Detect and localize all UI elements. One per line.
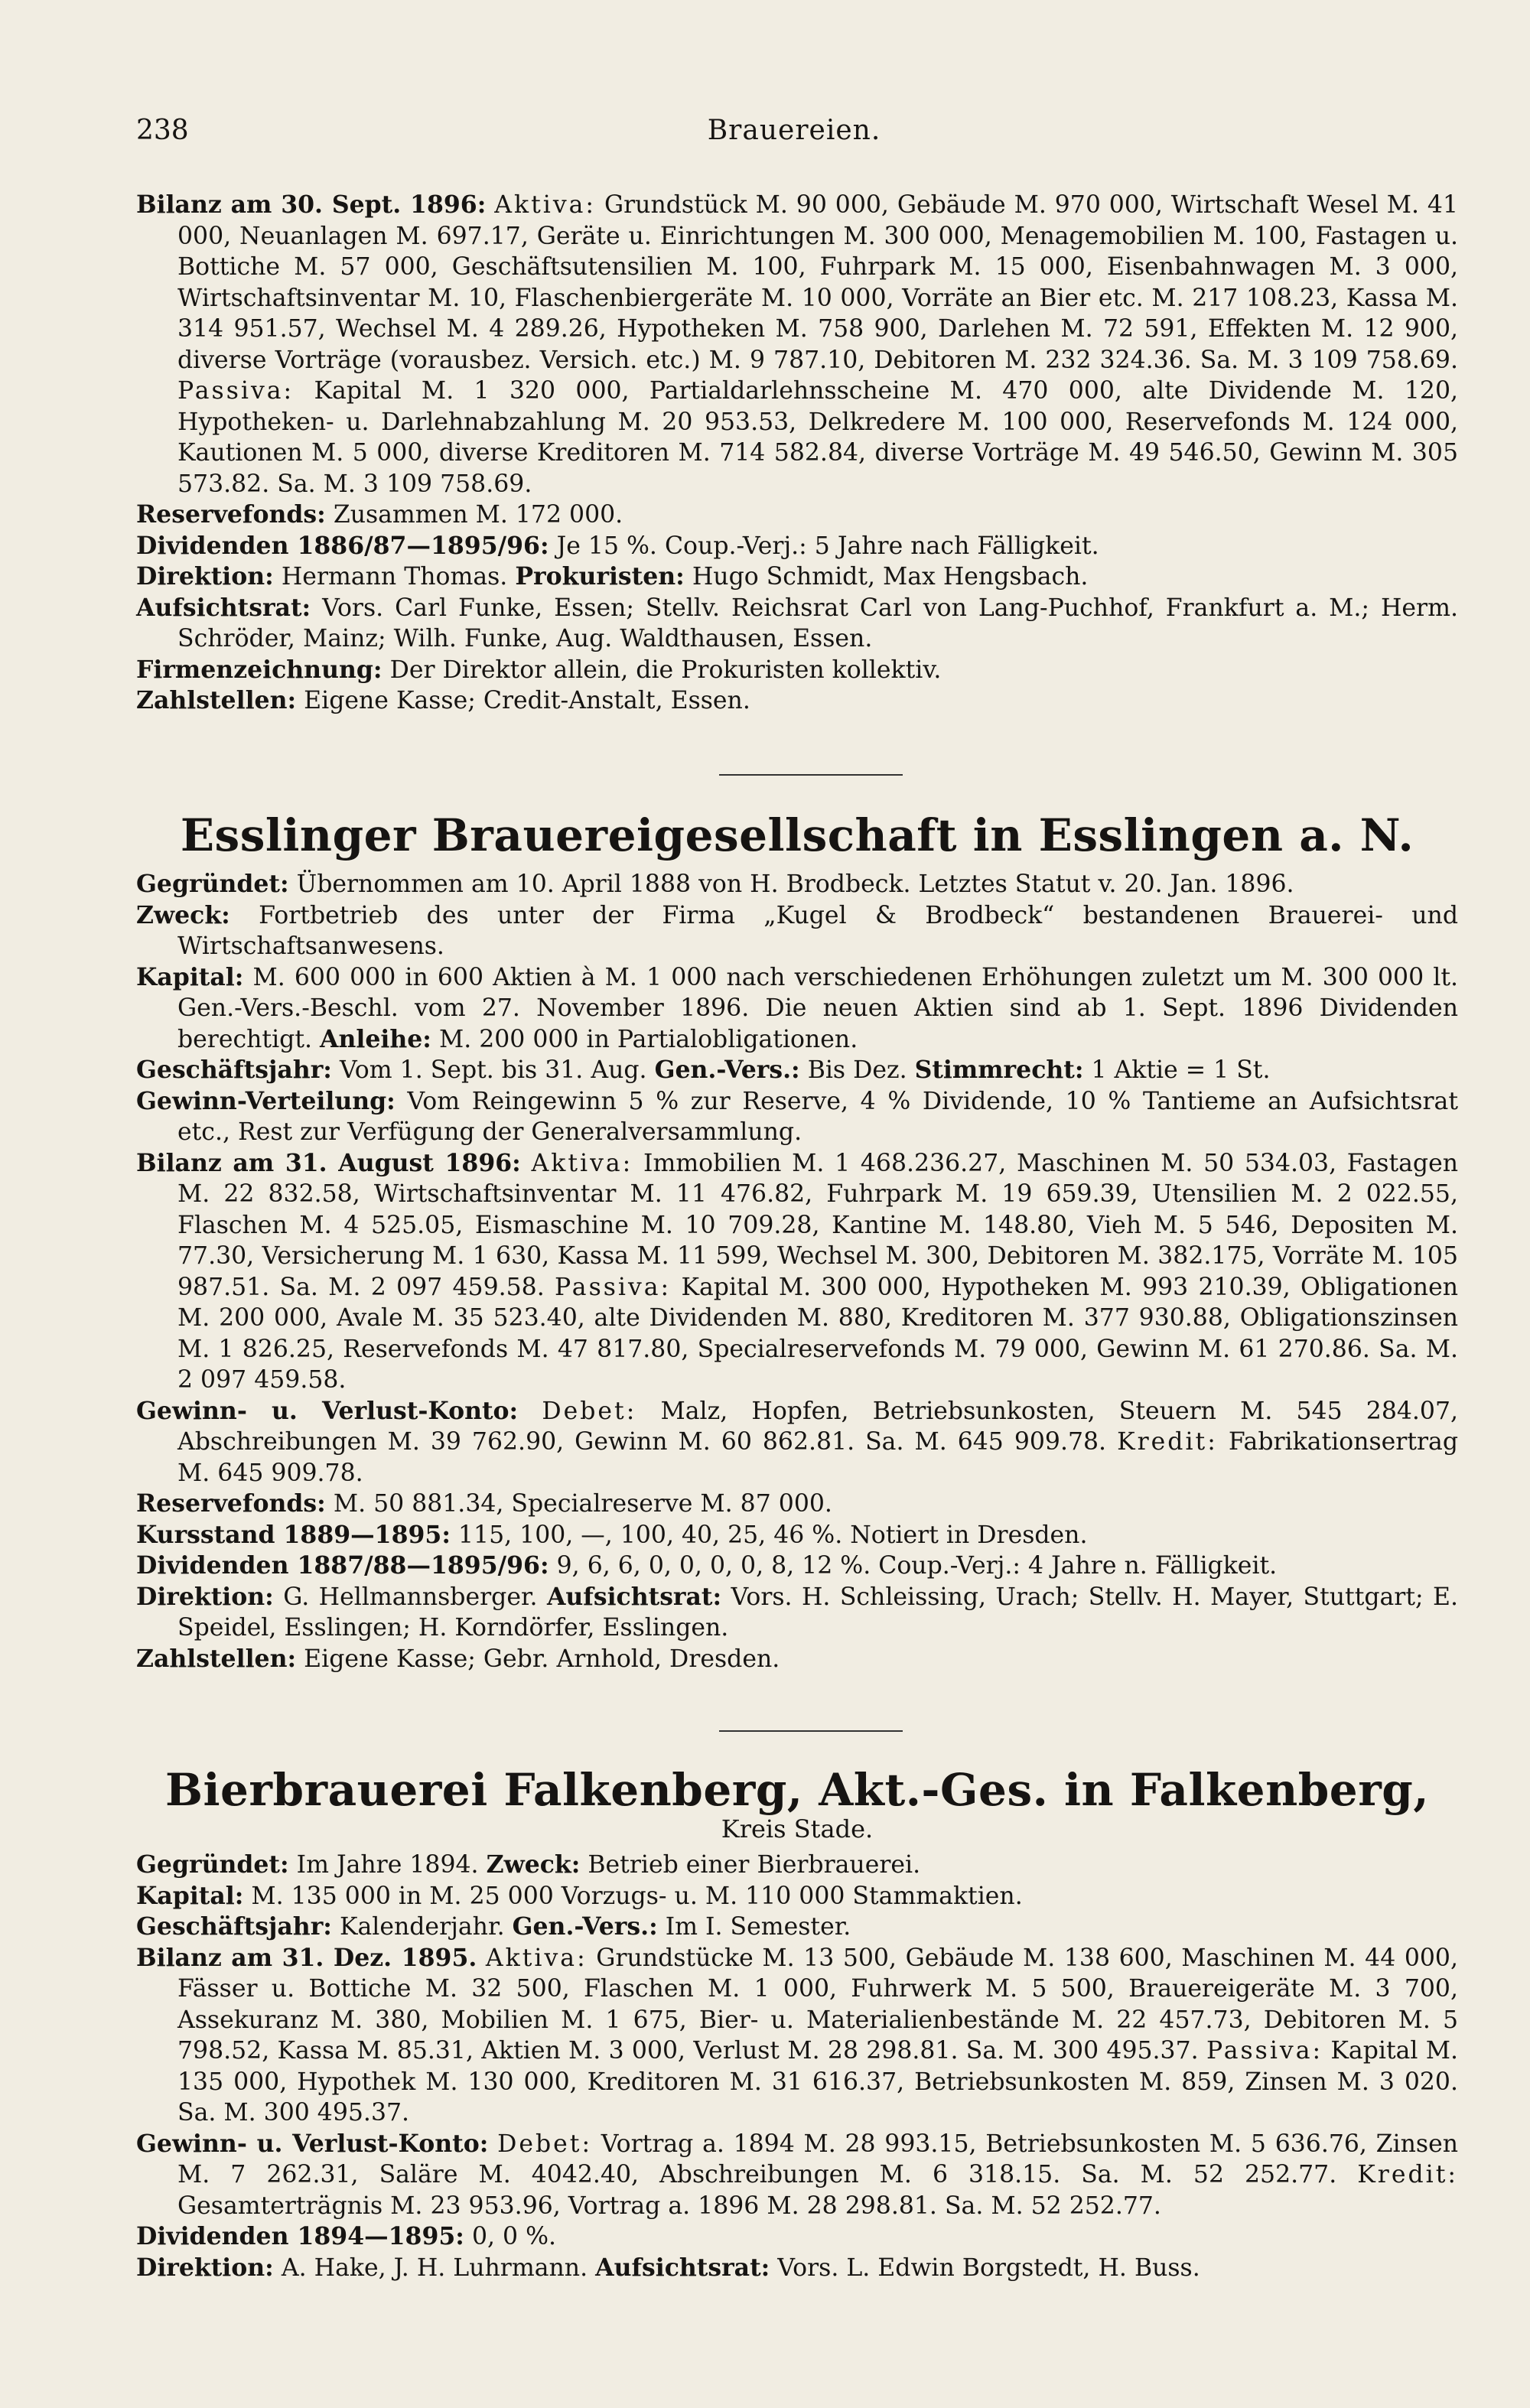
- field-label: Zahlstellen:: [136, 1644, 297, 1673]
- field-label: Direktion:: [136, 2253, 274, 2282]
- field-label: Kapital:: [136, 1881, 244, 1910]
- field-text: Im I. Semester.: [665, 1913, 851, 1941]
- passiva-text: Kapital M. 1 320 000, Partialdarlehnsscheine M. 470 000, alte Dividende M. 120, Hypotheken- u. Darlehnabzahlung M. 20 953.53, Delkredere M. 100 000, Reservefonds M. 124 000, Kautionen M. 5 000, diverse Kreditoren M. 714 582.84, diverse Vorträge M. 49 546.50, Gewinn M. 305 573.82. Sa. M. 3 109 758.69.: [177, 377, 1459, 498]
- section-3-entry: [136, 1850, 1458, 2283]
- field-text: Hugo Schmidt, Max Hengsbach.: [692, 563, 1089, 591]
- field-label: Geschäftsjahr:: [136, 1912, 332, 1941]
- zweck-entry: [136, 900, 1458, 962]
- field-text: Eigene Kasse; Credit-Anstalt, Essen.: [304, 687, 750, 714]
- field-label: Geschäftsjahr:: [136, 1056, 332, 1084]
- field-text: 1 Aktie = 1 St.: [1091, 1056, 1271, 1084]
- company-subheading: Kreis Stade.: [721, 1814, 874, 1843]
- reservefonds-entry: [136, 1489, 1458, 1520]
- zahlstellen-entry: [136, 685, 1458, 717]
- section-1-entry: [136, 190, 1458, 717]
- geschaeftsjahr-entry: [136, 1055, 1458, 1086]
- kapital-entry: [136, 1881, 1458, 1912]
- field-label: Gen.-Vers.:: [654, 1056, 800, 1084]
- field-text: Vors. L. Edwin Borgstedt, H. Buss.: [777, 2253, 1200, 2282]
- gegruendet-entry: [136, 1850, 1458, 1881]
- passiva-label: Passiva:: [1206, 2037, 1323, 2065]
- field-text: Vors. H. Schleissing, Urach; Stellv. H. Mayer, Stuttgart; E. Speidel, Esslingen; H. Korndörfer, Esslingen.: [177, 1583, 1459, 1642]
- debet-label: Debet:: [497, 2130, 593, 2158]
- field-label: Stimmrecht:: [914, 1056, 1084, 1084]
- aktiva-text: Grundstücke M. 13 500, Gebäude M. 138 600, Maschinen M. 44 000, Fässer u. Bottiche M. 32 500, Flaschen M. 1 000, Fuhrwerk M. 5 500, Brauereigeräte M. 3 700, Assekuranz M. 380, Mobilien M. 1 675, Bier- u. Materialienbestände M. 22 457.73, Debitoren M. 5 798.52, Kassa M. 85.31, Aktien M. 3 000, Verlust M. 28 298.81. Sa. M. 300 495.37.: [177, 1944, 1458, 2065]
- field-label: Zweck:: [486, 1850, 581, 1879]
- geschaeftsjahr-entry: [136, 1912, 1458, 1943]
- field-label: Gen.-Vers.:: [512, 1912, 658, 1941]
- field-text: Übernommen am 10. April 1888 von H. Brodbeck. Letztes Statut v. 20. Jan. 1896.: [296, 870, 1294, 898]
- aufsichtsrat-entry: [136, 593, 1458, 655]
- field-text: Kalenderjahr.: [339, 1913, 505, 1941]
- kredit-text: Gesamterträgnis M. 23 953.96, Vortrag a. 1896 M. 28 298.81. Sa. M. 52 252.77.: [177, 2192, 1161, 2220]
- field-text: Vors. Carl Funke, Essen; Stellv. Reichsrat Carl von Lang-Puchhof, Frankfurt a. M.; Herm. Schröder, Mainz; Wilh. Funke, Aug. Waldthausen, Essen.: [177, 594, 1458, 652]
- kredit-label: Kredit:: [1357, 2161, 1458, 2188]
- field-label: Gewinn- u. Verlust-Konto:: [136, 1396, 519, 1425]
- field-label: Direktion:: [136, 562, 274, 591]
- direktion-entry: [136, 1582, 1458, 1644]
- field-label: Gegründet:: [136, 870, 289, 898]
- field-label: Kursstand 1889—1895:: [136, 1520, 451, 1549]
- field-text: Betrieb einer Bierbrauerei.: [588, 1851, 921, 1879]
- kredit-text: Fabrikationsertrag M. 645 909.78.: [177, 1428, 1459, 1487]
- field-label: Gegründet:: [136, 1850, 289, 1879]
- company-heading-falkenberg: Bierbrauerei Falkenberg, Akt.-Ges. in Falkenberg,: [164, 1764, 1430, 1816]
- field-text: G. Hellmannsberger.: [283, 1583, 538, 1611]
- field-label: Bilanz am 31. Dez. 1895.: [136, 1943, 477, 1972]
- field-label: Aufsichtsrat:: [136, 593, 311, 622]
- field-text: 0, 0 %.: [471, 2223, 557, 2250]
- field-label: Bilanz am 30. Sept. 1896:: [136, 190, 487, 219]
- field-text: Vom 1. Sept. bis 31. Aug.: [339, 1056, 647, 1084]
- page-number: 238: [136, 115, 189, 146]
- bilanz-entry: [136, 1148, 1458, 1396]
- field-label: Kapital:: [136, 962, 244, 991]
- field-label: Reservefonds:: [136, 1489, 326, 1518]
- field-label: Aufsichtsrat:: [595, 2253, 770, 2282]
- dividenden-entry: [136, 2221, 1458, 2253]
- field-label: Firmenzeichnung:: [136, 655, 382, 684]
- section-divider: [719, 774, 903, 776]
- debet-label: Debet:: [542, 1397, 637, 1425]
- field-label: Bilanz am 31. August 1896:: [136, 1148, 521, 1177]
- firmenzeichnung-entry: [136, 655, 1458, 686]
- debet-text: Vortrag a. 1894 M. 28 993.15, Betriebsunkosten M. 5 636.76, Zinsen M. 7 262.31, Saläre M. 4042.40, Abschreibungen M. 6 318.15. Sa. M. 52 252.77.: [177, 2130, 1458, 2188]
- aktiva-label: Aktiva:: [485, 1944, 588, 1972]
- field-text: Im Jahre 1894.: [296, 1851, 479, 1879]
- bilanz-entry: [136, 1943, 1458, 2129]
- field-label: Dividenden 1886/87—1895/96:: [136, 531, 549, 560]
- debet-text: Malz, Hopfen, Betriebsunkosten, Steuern M. 545 284.07, Abschreibungen M. 39 762.90, Gewinn M. 60 862.81. Sa. M. 645 909.78.: [177, 1397, 1459, 1456]
- aktiva-label: Aktiva:: [494, 191, 597, 219]
- field-label: Dividenden 1894—1895:: [136, 2222, 464, 2250]
- field-text: Vom Reingewinn 5 % zur Reserve, 4 % Dividende, 10 % Tantieme an Aufsichtsrat etc., Rest zur Verfügung der Generalversammlung.: [177, 1087, 1458, 1146]
- gvkonto-entry: [136, 2129, 1458, 2222]
- field-label: Gewinn-Verteilung:: [136, 1086, 396, 1115]
- aktiva-label: Aktiva:: [531, 1149, 633, 1177]
- field-text: M. 50 881.34, Specialreserve M. 87 000.: [333, 1490, 832, 1518]
- field-text: Bis Dez.: [807, 1056, 907, 1084]
- direktion-entry: [136, 561, 1458, 593]
- page-header: [136, 115, 1452, 153]
- zahlstellen-entry: [136, 1644, 1458, 1675]
- field-text: A. Hake, J. H. Luhrmann.: [281, 2253, 588, 2282]
- gegruendet-entry: [136, 869, 1458, 900]
- gvkonto-entry: [136, 1396, 1458, 1489]
- field-text: Eigene Kasse; Gebr. Arnhold, Dresden.: [304, 1645, 780, 1673]
- field-text: Der Direktor allein, die Prokuristen kollektiv.: [389, 656, 942, 684]
- reservefonds-entry: [136, 499, 1458, 531]
- field-text: 115, 100, —, 100, 40, 25, 46 %. Notiert in Dresden.: [458, 1521, 1088, 1549]
- running-title: Brauereien.: [707, 115, 881, 146]
- section-divider: [719, 1730, 903, 1732]
- field-label: Anleihe:: [320, 1024, 431, 1053]
- company-heading-esslingen: Esslinger Brauereigesellschaft in Esslingen a. N.: [180, 809, 1414, 861]
- aktiva-text: Grundstück M. 90 000, Gebäude M. 970 000, Wirtschaft Wesel M. 41 000, Neuanlagen M. 697.17, Geräte u. Einrichtungen M. 300 000, Menagemobilien M. 100, Fastagen u. Bottiche M. 57 000, Geschäftsutensilien M. 100, Fuhrpark M. 15 000, Eisenbahnwagen M. 3 000, Wirtschaftsinventar M. 10, Flaschenbiergeräte M. 10 000, Vorräte an Bier etc. M. 217 108.23, Kassa M. 314 951.57, Wechsel M. 4 289.26, Hypotheken M. 758 900, Darlehen M. 72 591, Effekten M. 12 900, diverse Vorträge (vorausbez. Versich. etc.) M. 9 787.10, Debitoren M. 232 324.36. Sa. M. 3 109 758.69.: [177, 191, 1458, 374]
- field-text: Fortbetrieb des unter der Firma „Kugel & Brodbeck“ bestandenen Brauerei- und Wirtschaftsanwesens.: [177, 901, 1459, 960]
- passiva-text: Kapital M. 135 000, Hypothek M. 130 000, Kreditoren M. 31 616.37, Betriebsunkosten M. 859, Zinsen M. 3 020. Sa. M. 300 495.37.: [177, 2037, 1459, 2127]
- field-label: Zweck:: [136, 900, 230, 929]
- bilanz-entry: [136, 190, 1458, 499]
- field-label: Zahlstellen:: [136, 686, 297, 714]
- field-text: 9, 6, 6, 0, 0, 0, 0, 8, 12 %. Coup.-Verj.: 4 Jahre n. Fälligkeit.: [556, 1552, 1278, 1580]
- field-label: Reservefonds:: [136, 500, 326, 529]
- kapital-entry: [136, 962, 1458, 1056]
- field-text: Hermann Thomas.: [281, 563, 508, 591]
- field-label: Dividenden 1887/88—1895/96:: [136, 1551, 549, 1580]
- gewinnverteilung-entry: [136, 1086, 1458, 1148]
- field-text: Zusammen M. 172 000.: [333, 501, 623, 529]
- aktiva-text: Immobilien M. 1 468.236.27, Maschinen M. 50 534.03, Fastagen M. 22 832.58, Wirtschaftsinventar M. 11 476.82, Fuhrpark M. 19 659.39, Utensilien M. 2 022.55, Flaschen M. 4 525.05, Eismaschine M. 10 709.28, Kantine M. 148.80, Vieh M. 5 546, Depositen M. 77.30, Versicherung M. 1 630, Kassa M. 11 599, Wechsel M. 300, Debitoren M. 382.175, Vorräte M. 105 987.51. Sa. M. 2 097 459.58.: [177, 1149, 1458, 1301]
- field-label: Prokuristen:: [515, 562, 685, 591]
- direktion-entry: [136, 2253, 1458, 2284]
- field-text: M. 600 000 in 600 Aktien à M. 1 000 nach verschiedenen Erhöhungen zuletzt um M. 300 000 lt. Gen.-Vers.-Beschl. vom 27. November 1896. Die neuen Aktien sind ab 1. Sept. 1896 Dividenden berechtigt.: [177, 963, 1458, 1053]
- dividenden-entry: [136, 1551, 1458, 1582]
- kredit-label: Kredit:: [1117, 1428, 1218, 1456]
- dividenden-entry: [136, 531, 1458, 562]
- field-label: Aufsichtsrat:: [546, 1582, 722, 1611]
- field-text: M. 135 000 in M. 25 000 Vorzugs- u. M. 110 000 Stammaktien.: [251, 1882, 1023, 1910]
- passiva-label: Passiva:: [177, 377, 295, 405]
- passiva-text: Kapital M. 300 000, Hypotheken M. 993 210.39, Obligationen M. 200 000, Avale M. 35 523.40, alte Dividenden M. 880, Kreditoren M. 377 930.88, Obligationszinsen M. 1 826.25, Reservefonds M. 47 817.80, Specialreservefonds M. 79 000, Gewinn M. 61 270.86. Sa. M. 2 097 459.58.: [177, 1273, 1458, 1394]
- kursstand-entry: [136, 1520, 1458, 1551]
- passiva-label: Passiva:: [555, 1273, 672, 1301]
- section-2-entry: [136, 869, 1458, 1674]
- field-text: Je 15 %. Coup.-Verj.: 5 Jahre nach Fälligkeit.: [556, 532, 1099, 560]
- field-text: M. 200 000 in Partialobligationen.: [438, 1025, 858, 1053]
- field-label: Gewinn- u. Verlust-Konto:: [136, 2129, 489, 2158]
- field-label: Direktion:: [136, 1582, 274, 1611]
